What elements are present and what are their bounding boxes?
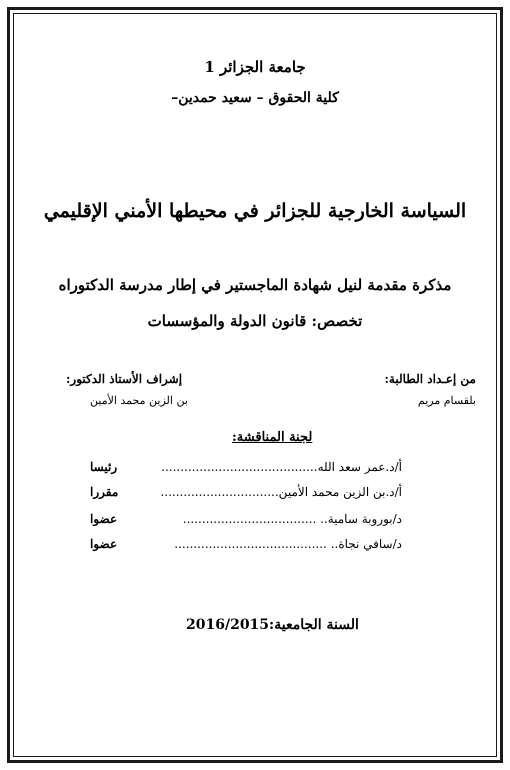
student-name: بلقسام مريم (417, 394, 476, 407)
university-name: جامعة الجزائر 1 (204, 58, 306, 76)
faculty-name: كلية الحقوق – سعيد حمدين– (171, 90, 339, 106)
committee-member-role: مقررا (90, 485, 119, 499)
thesis-specialization: تخصص: قانون الدولة والمؤسسات (147, 312, 363, 330)
supervisor-label: إشراف الأستاذ الدكتور: (66, 372, 183, 386)
supervisor-name: بن الزين محمد الأمين (90, 394, 188, 407)
committee-heading: لجنة المناقشة: (232, 430, 313, 445)
committee-member-role: عضوا (90, 537, 118, 551)
committee-member-name: أ/د.بن الزين محمد الأمين............................... (160, 485, 402, 499)
thesis-title: السياسة الخارجية للجزائر في محيطها الأمني الإقليمي (43, 200, 467, 222)
committee-member-name: أ/د.عمر سعد الله......................................... (161, 460, 402, 474)
committee-member-name: د/سافي نجاة.. ........................................ (174, 537, 402, 551)
committee-member-role: عضوا (90, 512, 118, 526)
thesis-purpose: مذكرة مقدمة لنيل شهادة الماجستير في إطار مدرسة الدكتوراه (58, 276, 452, 294)
committee-member-name: د/بوروبة سامية.. ................................... (182, 512, 402, 526)
academic-year: السنة الجامعية:2016/2015 (186, 617, 359, 633)
committee-member-role: رئيسا (90, 460, 118, 474)
student-label: من إعـداد الطالبة: (384, 372, 476, 386)
